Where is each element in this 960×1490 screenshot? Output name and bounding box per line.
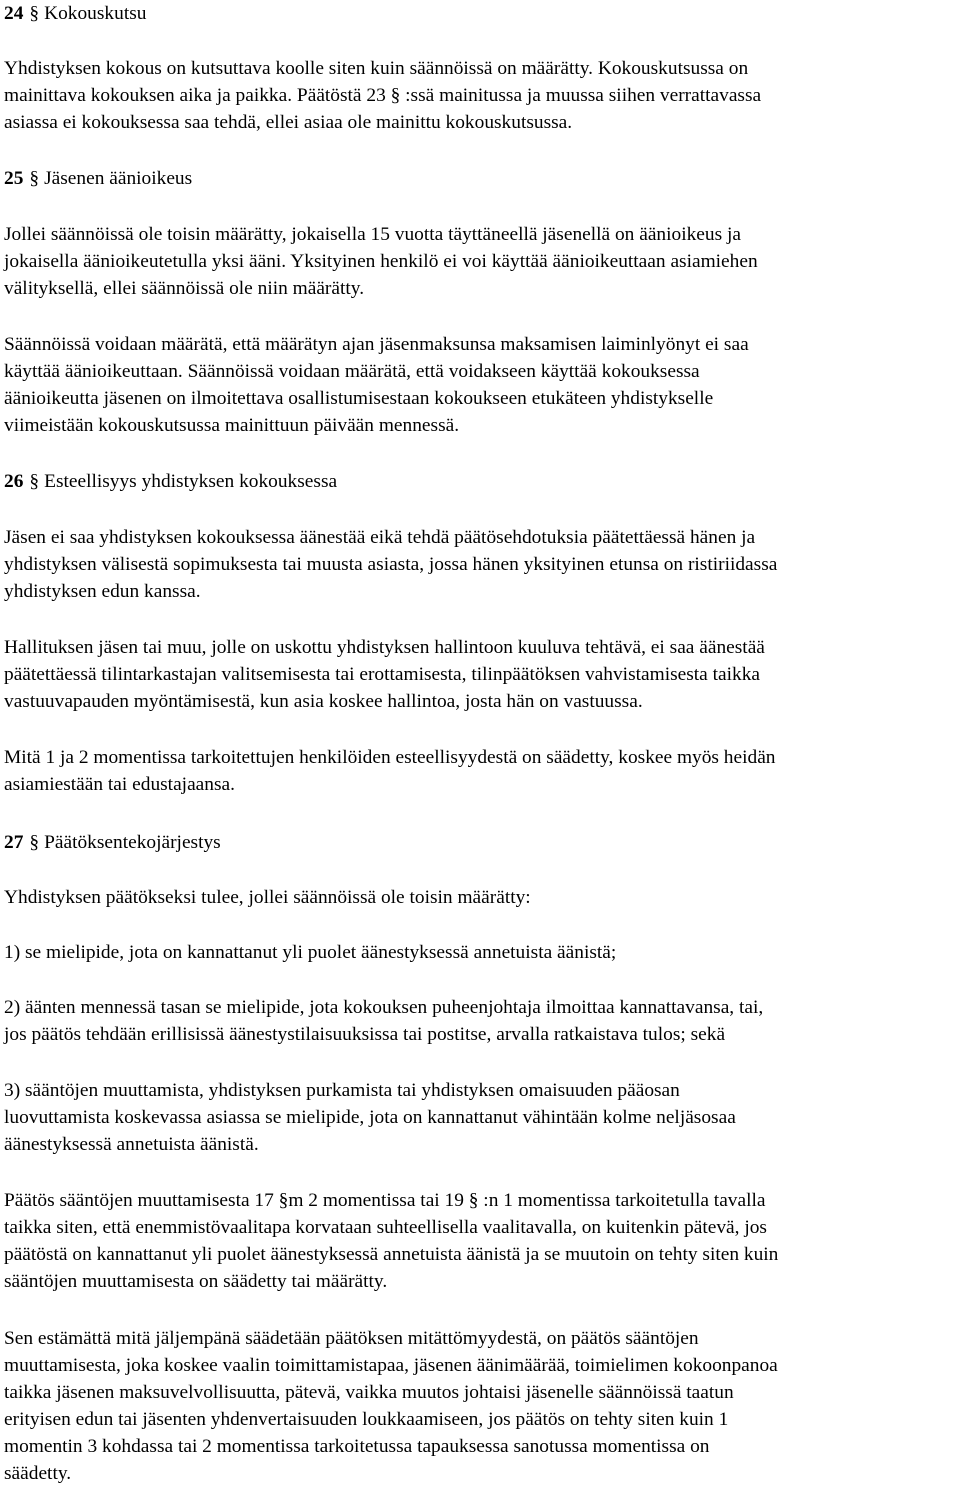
section-24: [4, 0, 956, 133]
text-line: Päätös sääntöjen muuttamisesta 17 §m 2 momentissa tai 19 § :n 1 momentissa tarkoitetulla tavalla: [4, 1190, 766, 1211]
paragraph: [4, 1187, 956, 1295]
section-heading: [4, 468, 956, 495]
text-line: päätettäessä tilintarkastajan valitsemisesta tai erottamisesta, tilinpäätöksen vahvistamisesta taikka: [4, 664, 760, 685]
text-line: taikka siten, että enemmistövaalitapa korvataan suhteellisella vaalitavalla, on kuitenkin pätevä, jos: [4, 1217, 767, 1238]
text-line: Säännöissä voidaan määrätä, että määrätyn ajan jäsenmaksunsa maksamisen laiminlyönyt ei saa: [4, 334, 749, 355]
section-25: [4, 165, 956, 436]
text-line: Hallituksen jäsen tai muu, jolle on uskottu yhdistyksen hallintoon kuuluva tehtävä, ei saa äänestää: [4, 637, 765, 658]
text-line: luovuttamista koskevassa asiassa se mielipide, jota on kannattanut vähintään kolme neljäsosaa: [4, 1107, 736, 1128]
section-symbol: §: [29, 3, 40, 24]
text-line: Sen estämättä mitä jäljempänä säädetään päätöksen mitättömyydestä, on päätös sääntöjen: [4, 1328, 699, 1349]
paragraph: [4, 524, 956, 605]
section-heading: [4, 829, 956, 856]
paragraph: [4, 939, 956, 966]
text-line: asiamiestään tai edustajaansa.: [4, 774, 235, 795]
paragraph: [4, 55, 956, 136]
text-line: vastuuvapauden myöntämisestä, kun asia koskee hallintoa, josta hän on vastuussa.: [4, 691, 643, 712]
section-26: [4, 468, 956, 795]
section-symbol: §: [29, 168, 40, 189]
text-line: päätöstä on kannattanut yli puolet äänestyksessä annetuista äänistä ja se muutoin on tehty siten kuin: [4, 1244, 779, 1265]
text-line: 1) se mielipide, jota on kannattanut yli puolet äänestyksessä annetuista äänistä;: [4, 942, 617, 963]
text-line: Mitä 1 ja 2 momentissa tarkoitettujen henkilöiden esteellisyydestä on säädetty, koskee myös heidän: [4, 747, 776, 768]
section-number: 24: [4, 3, 24, 24]
text-line: mainittava kokouksen aika ja paikka. Päätöstä 23 § :ssä mainitussa ja muussa siihen verrattavassa: [4, 85, 762, 106]
section-27: [4, 829, 956, 1484]
text-line: äänestyksessä annetuista äänistä.: [4, 1134, 259, 1155]
text-line: Yhdistyksen päätökseksi tulee, jollei säännöissä ole toisin määrätty:: [4, 887, 531, 908]
section-number: 26: [4, 471, 24, 492]
text-line: yhdistyksen välisestä sopimuksesta tai muusta asiasta, jossa hänen yksityinen etunsa on ristiriidassa: [4, 554, 778, 575]
section-title: Kokouskutsu: [44, 3, 147, 24]
text-line: välityksellä, ellei säännöissä ole niin määrätty.: [4, 278, 365, 299]
section-title: Jäsenen äänioikeus: [44, 168, 193, 189]
section-title: Esteellisyys yhdistyksen kokouksessa: [44, 471, 338, 492]
text-line: muuttamisesta, joka koskee vaalin toimittamistapaa, jäsenen äänimäärää, toimielimen kokoonpanoa: [4, 1355, 778, 1376]
section-number: 27: [4, 832, 24, 853]
paragraph: [4, 744, 956, 798]
text-line: viimeistään kokouskutsussa mainittuun päivään mennessä.: [4, 415, 460, 436]
text-line: Yhdistyksen kokous on kutsuttava koolle siten kuin säännöissä on määrätty. Kokouskutsussa on: [4, 58, 749, 79]
text-line: käyttää äänioikeuttaan. Säännöissä voidaan määrätä, että voidakseen käyttää kokouksessa: [4, 361, 700, 382]
paragraph: [4, 331, 956, 439]
text-line: sääntöjen muuttamisesta on säädetty tai määrätty.: [4, 1271, 388, 1292]
text-line: jokaisella äänioikeutetulla yksi ääni. Yksityinen henkilö ei voi käyttää äänioikeuttaan asiamiehen: [4, 251, 758, 272]
section-number: 25: [4, 168, 24, 189]
text-line: jos päätös tehdään erillisissä äänestystilaisuuksissa tai postitse, arvalla ratkaistava tulos; sekä: [4, 1024, 726, 1045]
text-line: taikka jäsenen maksuvelvollisuutta, pätevä, vaikka muutos johtaisi jäsenelle säännöissä taatun: [4, 1382, 734, 1403]
text-line: säädetty.: [4, 1463, 72, 1484]
paragraph: [4, 1325, 956, 1487]
text-line: Jäsen ei saa yhdistyksen kokouksessa äänestää eikä tehdä päätösehdotuksia päätettäessä hänen ja: [4, 527, 756, 548]
text-line: 2) äänten mennessä tasan se mielipide, jota kokouksen puheenjohtaja ilmoittaa kannattavansa, tai,: [4, 997, 764, 1018]
paragraph: [4, 221, 956, 302]
text-line: yhdistyksen edun kanssa.: [4, 581, 201, 602]
text-line: asiassa ei kokouksessa saa tehdä, ellei asiaa ole mainittu kokouskutsussa.: [4, 112, 573, 133]
section-title: Päätöksentekojärjestys: [44, 832, 221, 853]
paragraph: [4, 634, 956, 715]
text-line: momentin 3 kohdassa tai 2 momentissa tarkoitetussa tapauksessa sanotussa momentissa on: [4, 1436, 710, 1457]
text-line: erityisen edun tai jäsenten yhdenvertaisuuden loukkaamiseen, jos päätös on tehty siten kuin 1: [4, 1409, 729, 1430]
section-symbol: §: [29, 471, 40, 492]
text-line: 3) sääntöjen muuttamista, yhdistyksen purkamista tai yhdistyksen omaisuuden pääosan: [4, 1080, 680, 1101]
paragraph: [4, 994, 956, 1048]
section-heading: [4, 165, 956, 192]
section-heading: [4, 0, 956, 27]
section-symbol: §: [29, 832, 40, 853]
text-line: äänioikeutta jäsenen on ilmoitettava osallistumisestaan kokoukseen etukäteen yhdistykselle: [4, 388, 714, 409]
text-line: Jollei säännöissä ole toisin määrätty, jokaisella 15 vuotta täyttäneellä jäsenellä on äänioikeus ja: [4, 224, 741, 245]
paragraph: [4, 1077, 956, 1158]
paragraph: [4, 884, 956, 911]
